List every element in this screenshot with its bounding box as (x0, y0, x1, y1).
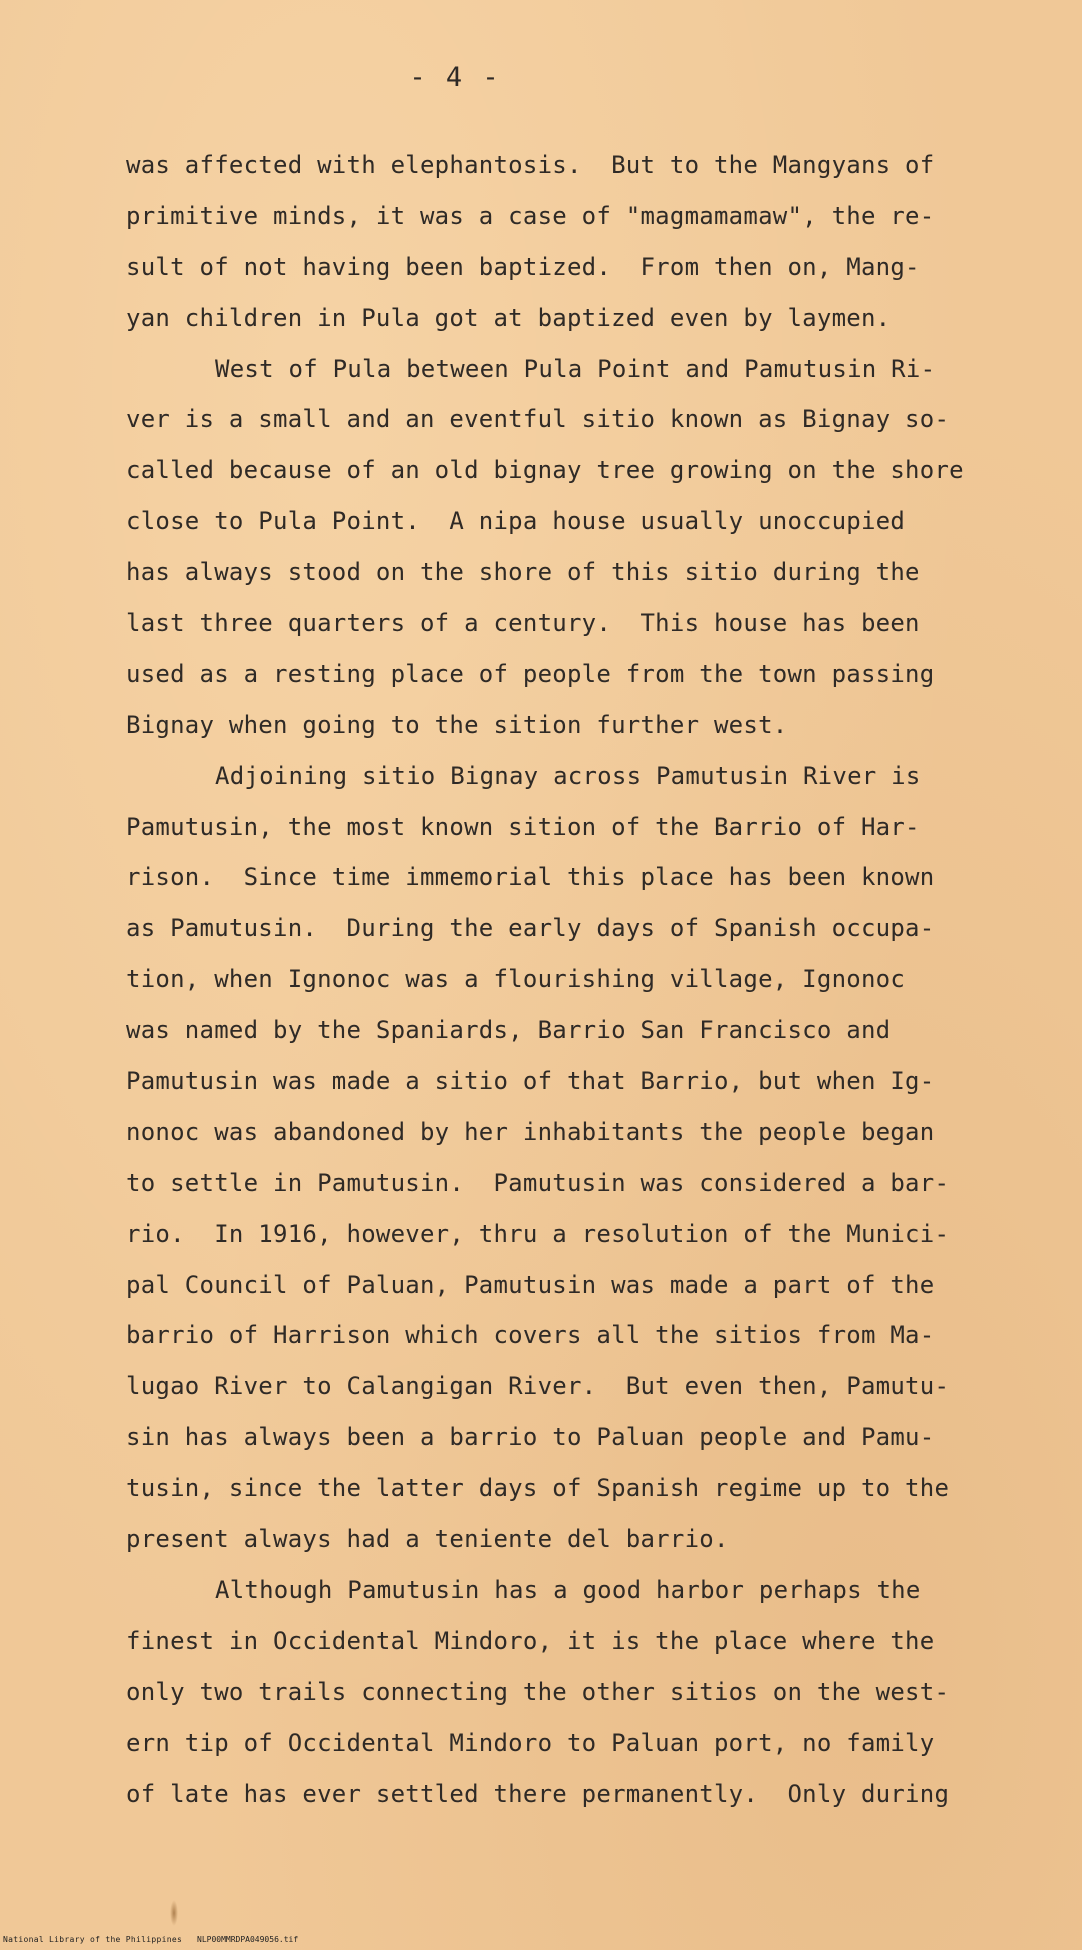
text-line: finest in Occidental Mindoro, it is the place where the (126, 1626, 935, 1655)
text-line: as Pamutusin. During the early days of Spanish occupa- (126, 914, 935, 943)
text-line: rio. In 1916, however, thru a resolution of the Munici- (126, 1219, 950, 1248)
text-line: Pamutusin, the most known sition of the Barrio of Har- (126, 812, 920, 841)
text-line: only two trails connecting the other sitios on the west- (126, 1677, 950, 1706)
text-line: was named by the Spaniards, Barrio San Francisco and (126, 1016, 891, 1045)
document-body (126, 140, 1026, 1819)
text-line: close to Pula Point. A nipa house usually unoccupied (126, 507, 906, 536)
text-line: rison. Since time immemorial this place has been known (126, 863, 935, 892)
text-line: nonoc was abandoned by her inhabitants the people began (126, 1117, 935, 1146)
text-line: lugao River to Calangigan River. But even then, Pamutu- (126, 1372, 950, 1401)
text-line: to settle in Pamutusin. Pamutusin was considered a bar- (126, 1168, 950, 1197)
text-line: sult of not having been baptized. From then on, Mang- (126, 252, 920, 281)
text-line: Adjoining sitio Bignay across Pamutusin River is (215, 761, 921, 790)
text-line: ver is a small and an eventful sitio known as Bignay so- (126, 405, 950, 434)
text-line: Pamutusin was made a sitio of that Barrio, but when Ig- (126, 1067, 935, 1096)
paragraph-2 (126, 344, 1026, 751)
paragraph-3 (126, 751, 1026, 1565)
text-line: of late has ever settled there permanently. Only during (126, 1779, 950, 1808)
text-line: yan children in Pula got at baptized even by laymen. (126, 303, 891, 332)
text-line: West of Pula between Pula Point and Pamutusin Ri- (215, 354, 936, 383)
text-line: was affected with elephantosis. But to the Mangyans of (126, 151, 935, 179)
text-line: has always stood on the shore of this sitio during the (126, 558, 920, 587)
footer-library-name: National Library of the Philippines (3, 1935, 183, 1944)
text-line: tusin, since the latter days of Spanish regime up to the (126, 1474, 950, 1503)
ink-smudge (170, 1900, 178, 1926)
text-line: Bignay when going to the sition further west. (126, 710, 788, 739)
text-line: used as a resting place of people from the town passing (126, 659, 935, 688)
text-line: last three quarters of a century. This house has been (126, 609, 920, 638)
text-line: barrio of Harrison which covers all the sitios from Ma- (126, 1321, 935, 1350)
text-line: tion, when Ignonoc was a flourishing village, Ignonoc (126, 965, 906, 994)
text-line: ern tip of Occidental Mindoro to Paluan port, no family (126, 1728, 935, 1757)
text-line: present always had a teniente del barrio. (126, 1525, 729, 1554)
paragraph-4 (126, 1565, 1026, 1819)
page-number: - 4 - (409, 62, 501, 93)
text-line: Although Pamutusin has a good harbor perhaps the (215, 1575, 921, 1604)
text-line: pal Council of Paluan, Pamutusin was made a part of the (126, 1270, 935, 1299)
text-line: called because of an old bignay tree growing on the shore (126, 456, 964, 485)
paragraph-1 (126, 140, 1026, 344)
text-line: primitive minds, it was a case of "magmamamaw", the re- (126, 201, 935, 230)
footer-filename: NLP00MMRDPA049056.tif (197, 1935, 299, 1944)
text-line: sin has always been a barrio to Paluan people and Pamu- (126, 1423, 935, 1452)
